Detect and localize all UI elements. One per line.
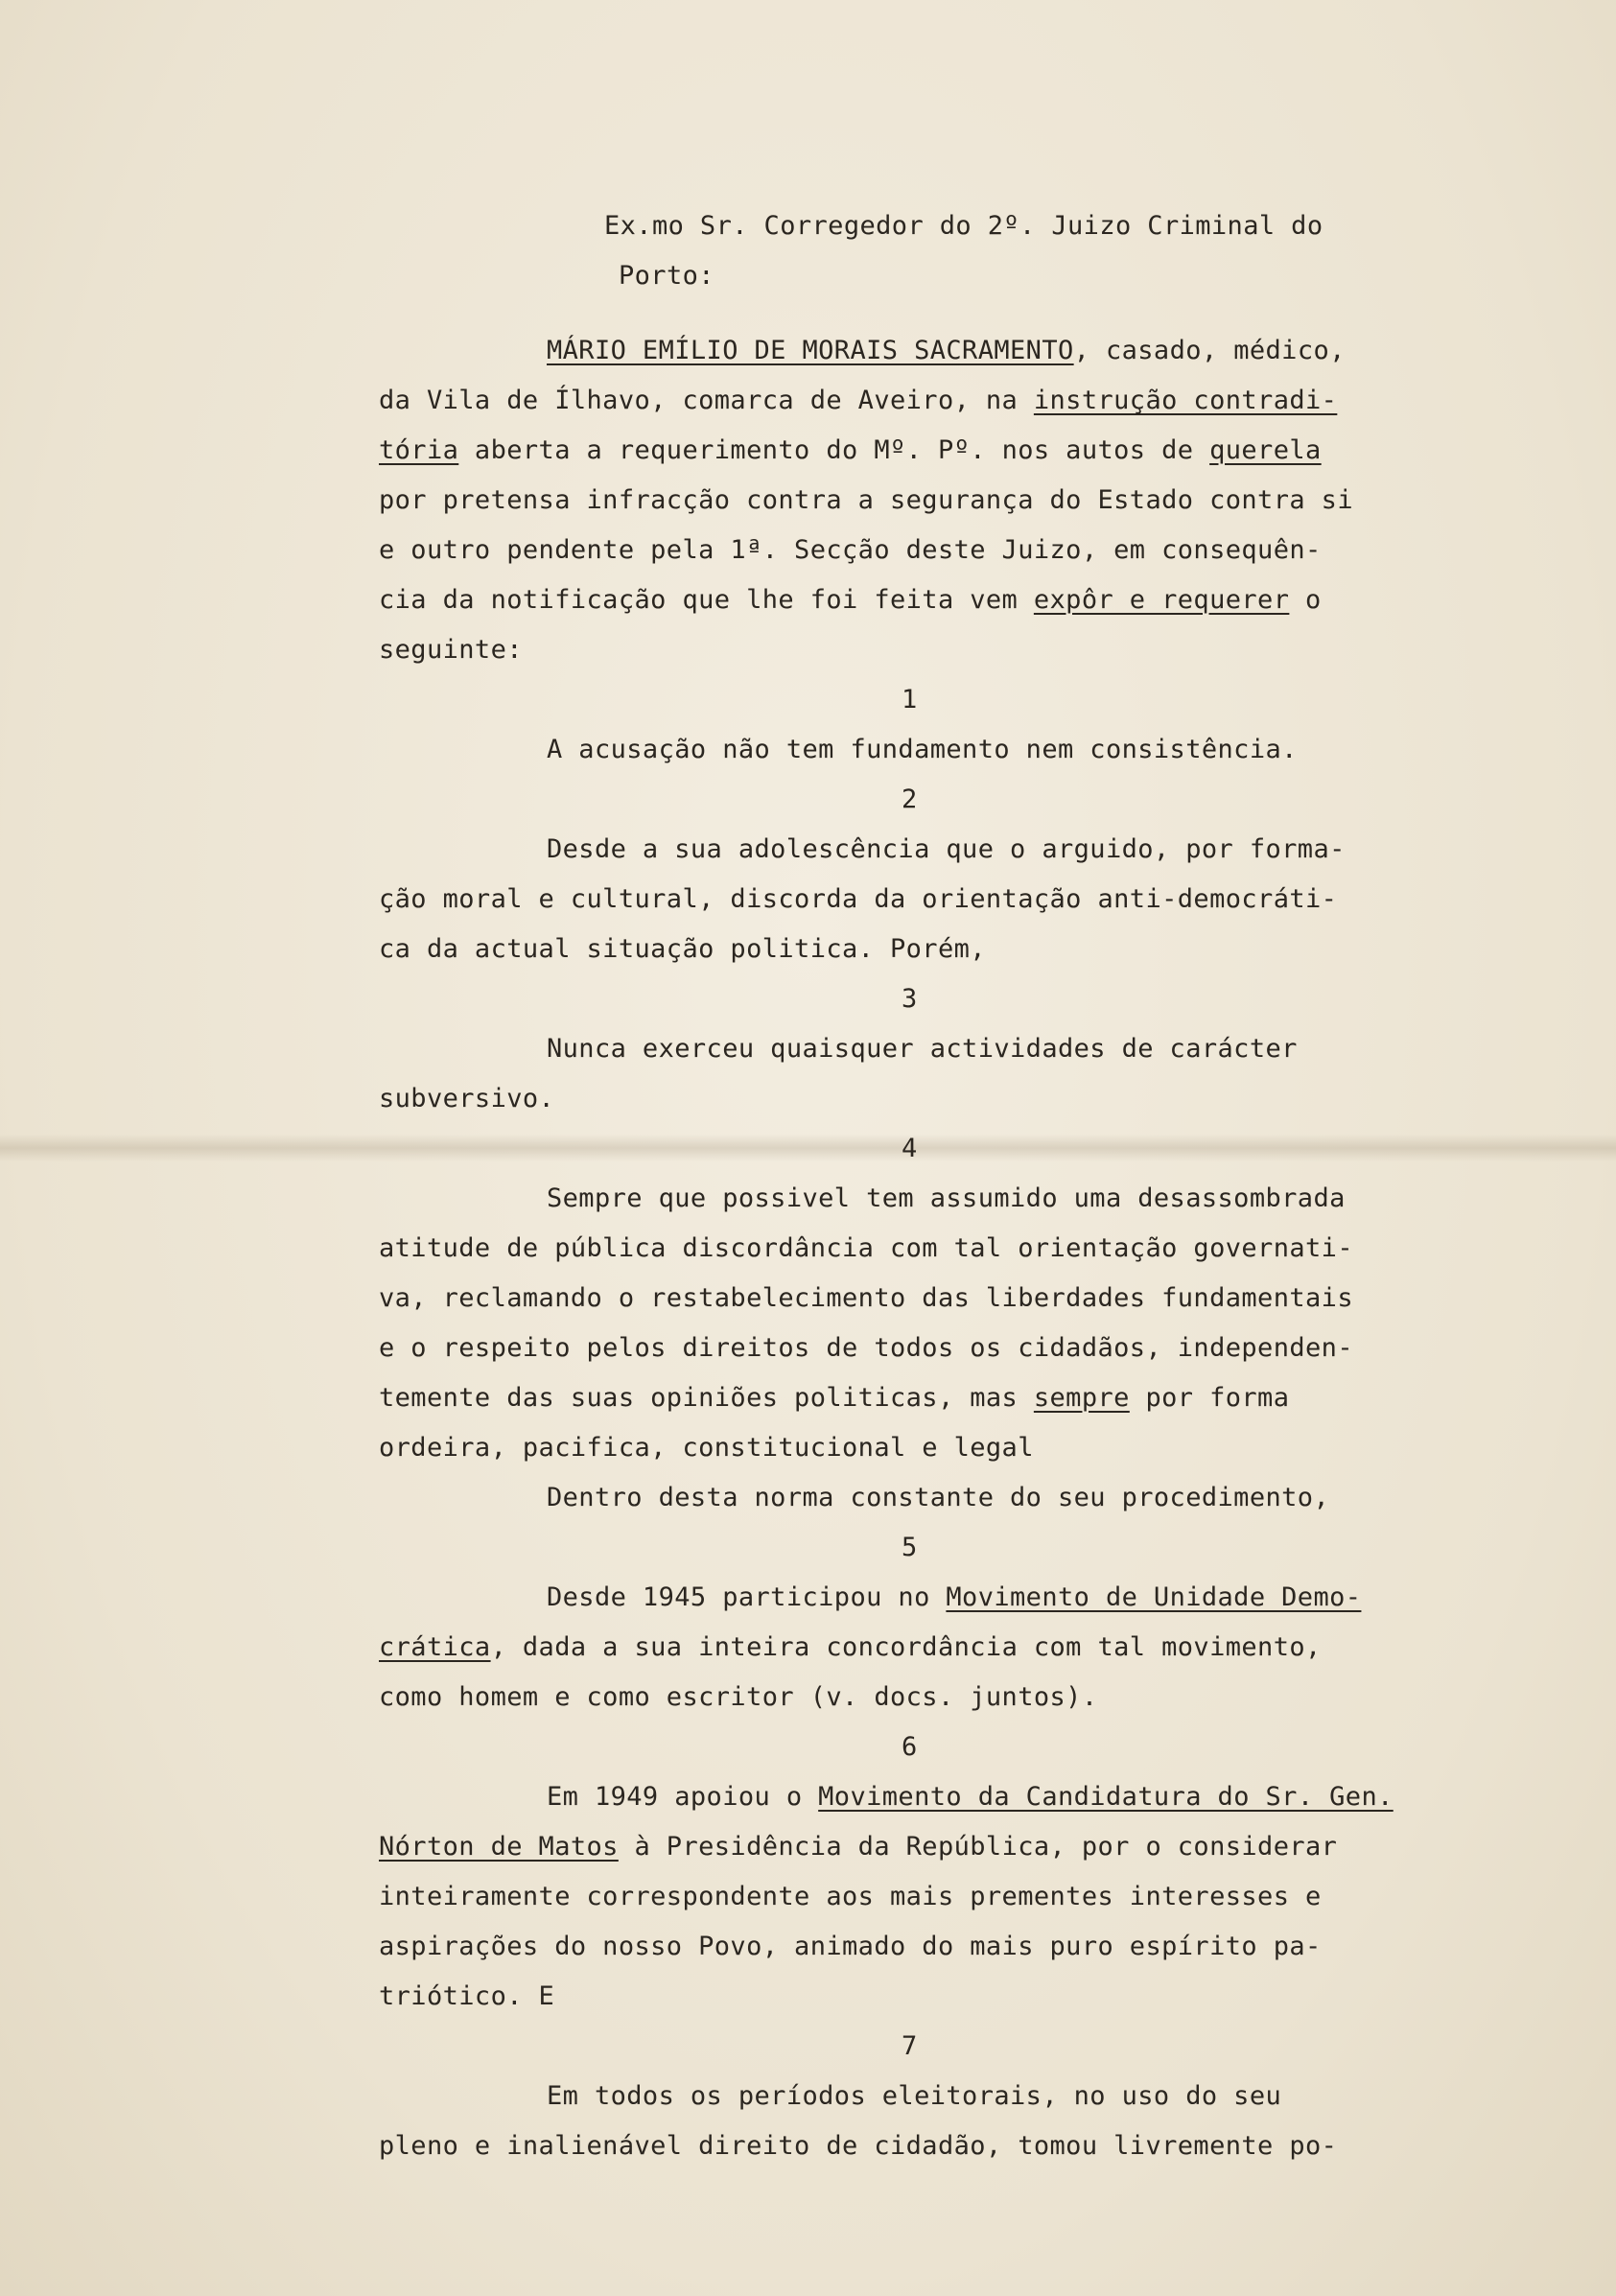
section-6-line-5: triótico. E: [379, 1981, 555, 2011]
section-5-line-3: como homem e como escritor (v. docs. juntos).: [379, 1682, 1098, 1712]
section-4-line-2: atitude de pública discordância com tal orientação governati-: [379, 1233, 1353, 1263]
section-number-2: 2: [902, 785, 918, 814]
section-3-line-2: subversivo.: [379, 1084, 555, 1113]
intro-underline-expor: expôr e requerer: [1033, 585, 1290, 615]
section-4-line-5-end: por forma: [1129, 1383, 1290, 1413]
section-2-line-3: ca da actual situação politica. Porém,: [379, 934, 986, 964]
intro-underline-instrucao: instrução contradi-: [1033, 386, 1338, 415]
intro-underline-toria: tória: [379, 435, 459, 465]
section-number-4: 4: [902, 1134, 918, 1163]
section-number-7: 7: [902, 2031, 918, 2061]
section-6-line-2: [379, 1822, 1568, 1872]
section-6-line-3: inteiramente correspondente aos mais prementes interesses e: [379, 1882, 1322, 1911]
section-2-line-1: Desde a sua adolescência que o arguido, por forma-: [547, 834, 1346, 864]
intro-underline-querela: querela: [1209, 435, 1322, 465]
section-6-underline-movimento: Movimento da Candidatura do Sr. Gen.: [818, 1782, 1394, 1812]
section-5-line-2-text: , dada a sua inteira concordância com tal movimento,: [490, 1632, 1322, 1662]
section-6-line-1-text: Em 1949 apoiou o: [547, 1782, 819, 1812]
section-6-underline-norton: Nórton de Matos: [379, 1832, 619, 1862]
section-5-underline-cratica: crática: [379, 1632, 491, 1662]
heading-line-2: Porto:: [619, 261, 714, 291]
section-6-line-4: aspirações do nosso Povo, animado do mais puro espírito pa-: [379, 1932, 1322, 1961]
section-5-line-1-text: Desde 1945 participou no: [547, 1582, 947, 1612]
section-5-line-2: [379, 1623, 1568, 1673]
section-number-6: 6: [902, 1732, 918, 1762]
section-4-line-4: e o respeito pelos direitos de todos os cidadãos, independen-: [379, 1333, 1353, 1363]
section-2-line-2: ção moral e cultural, discorda da orientação anti-democráti-: [379, 884, 1338, 914]
section-5-underline-movimento: Movimento de Unidade Demo-: [946, 1582, 1362, 1612]
intro-line-2: [379, 376, 1568, 426]
section-number-5: 5: [902, 1533, 918, 1562]
section-4-line-7: Dentro desta norma constante do seu procedimento,: [547, 1483, 1330, 1512]
section-number-3: 3: [902, 984, 918, 1014]
intro-line-6-end: o: [1289, 585, 1322, 615]
intro-line-7: seguinte:: [379, 635, 523, 665]
section-4-underline-sempre: sempre: [1033, 1383, 1130, 1413]
intro-line-2-text: da Vila de Ílhavo, comarca de Aveiro, na: [379, 386, 1034, 415]
intro-line-1: [379, 326, 1568, 376]
intro-line-6: [379, 575, 1568, 625]
petition-text: [379, 201, 1568, 2171]
section-7-line-1: Em todos os períodos eleitorais, no uso do seu: [547, 2081, 1282, 2111]
section-6-line-2-text: à Presidência da República, por o considerar: [618, 1832, 1338, 1862]
section-6-line-1: [379, 1772, 1568, 1822]
section-1-line-1: A acusação não tem fundamento nem consistência.: [547, 735, 1298, 764]
section-4-line-1: Sempre que possivel tem assumido uma desassombrada: [547, 1183, 1346, 1213]
intro-line-4: por pretensa infracção contra a segurança do Estado contra si: [379, 485, 1353, 515]
intro-line-3-text: aberta a requerimento do Mº. Pº. nos autos de: [458, 435, 1210, 465]
petitioner-name: MÁRIO EMÍLIO DE MORAIS SACRAMENTO: [547, 336, 1074, 365]
intro-line-5: e outro pendente pela 1ª. Secção deste Juizo, em consequên-: [379, 535, 1322, 565]
section-4-line-6: ordeira, pacifica, constitucional e legal: [379, 1433, 1034, 1463]
intro-line-3: [379, 426, 1568, 476]
section-5-line-1: [379, 1573, 1568, 1623]
intro-line-6-text: cia da notificação que lhe foi feita vem: [379, 585, 1034, 615]
section-4-line-5: [379, 1373, 1568, 1423]
section-7-line-2: pleno e inalienável direito de cidadão, tomou livremente po-: [379, 2131, 1338, 2161]
section-number-1: 1: [902, 685, 918, 715]
heading-line-1: Ex.mo Sr. Corregedor do 2º. Juizo Criminal do: [604, 211, 1323, 241]
section-4-line-5-text: temente das suas opiniões politicas, mas: [379, 1383, 1034, 1413]
section-3-line-1: Nunca exerceu quaisquer actividades de carácter: [547, 1034, 1298, 1064]
section-4-line-3: va, reclamando o restabelecimento das liberdades fundamentais: [379, 1283, 1353, 1313]
intro-line-1-rest: , casado, médico,: [1073, 336, 1346, 365]
